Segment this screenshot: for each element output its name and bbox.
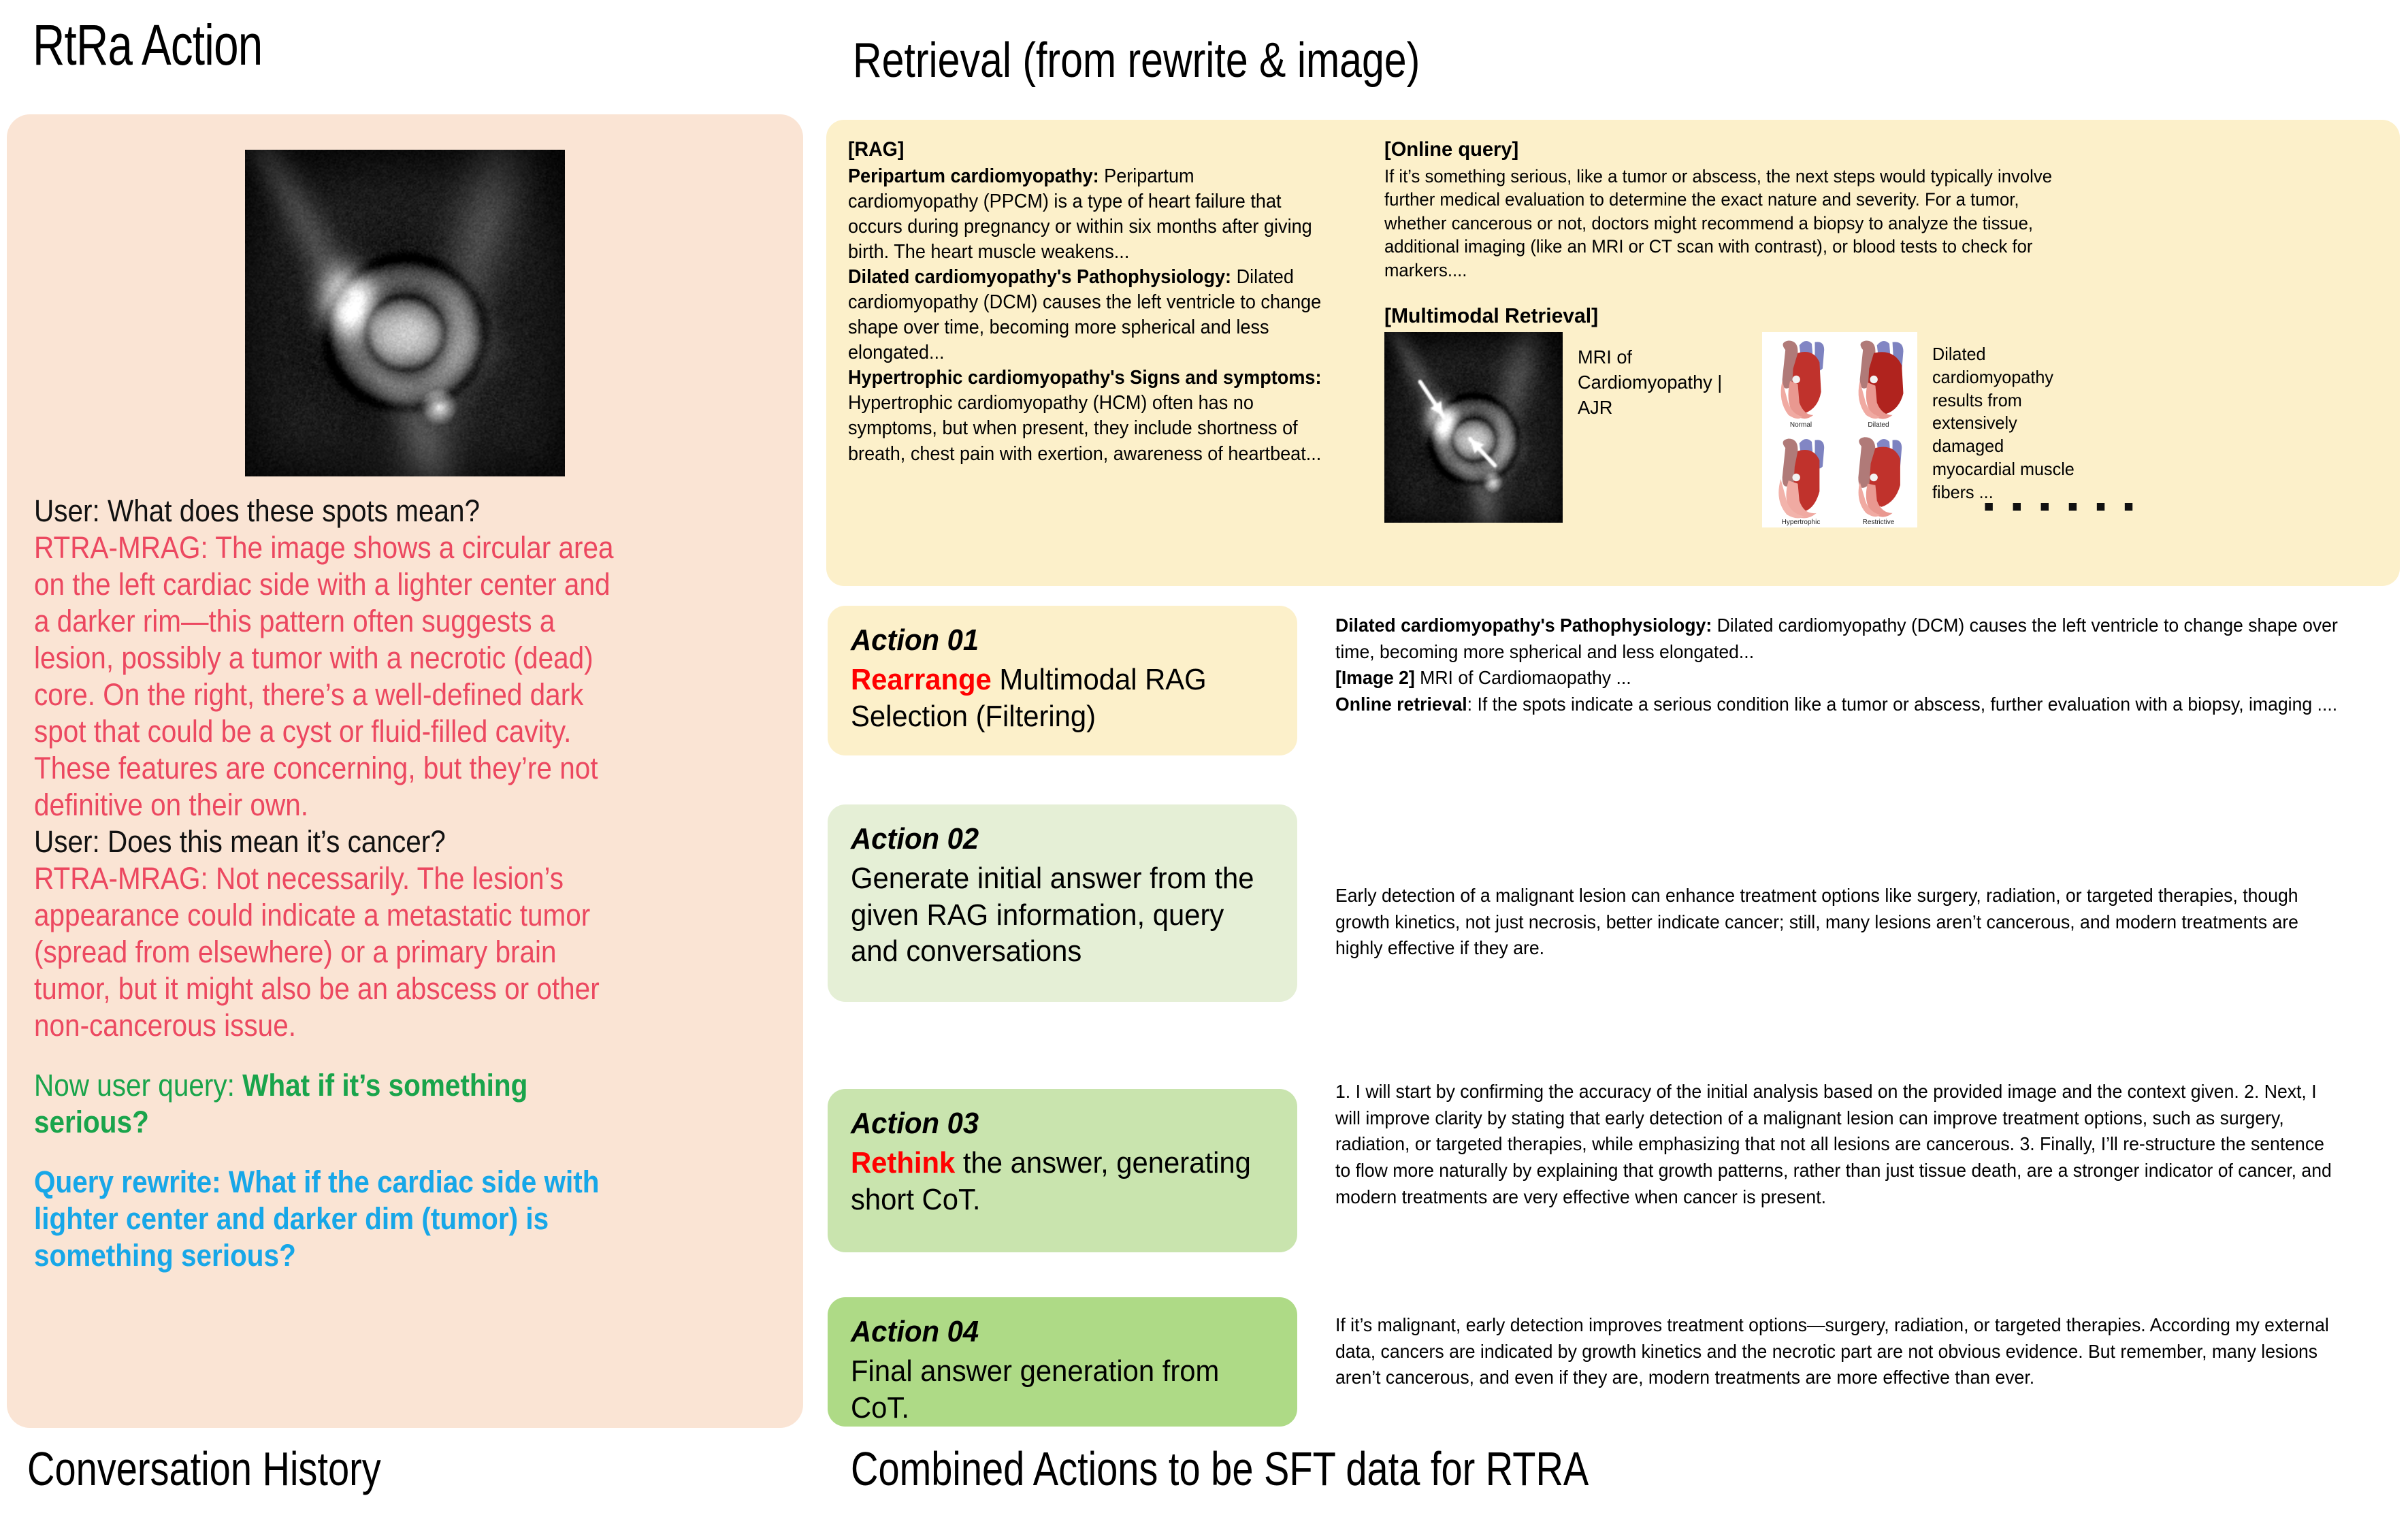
action-highlight: Rethink [851, 1146, 956, 1179]
conversation-history-panel [7, 114, 803, 1428]
rag-entry-text: Hypertrophic cardiomyopathy (HCM) often has no symptoms, but when present, they include shortness of breath, chest pain with exertion, awareness of heartbeat... [848, 392, 1322, 465]
action-description: Final answer generation from CoT. [851, 1354, 1220, 1425]
rag-entry [848, 365, 1327, 466]
heart-label: Dilated [1868, 421, 1889, 429]
action-body-03 [1335, 1079, 2344, 1210]
action-body-line: If it’s malignant, early detection improves treatment options—surgery, radiation, or targeted therapies. According my external data, cancers are indicated by growth kinetics and the necrotic part are not obvious evidence. But remember, many lesions aren’t cancerous, and even if they are, modern treatments are more effective than ever. [1335, 1314, 2329, 1388]
rag-column [848, 136, 1327, 467]
action-body-text: Dilated cardiomyopathy (DCM) causes the left ventricle to change shape over time, becoming more spherical and less elongated... [1335, 615, 2338, 662]
heart-cell-dilated [1840, 332, 1917, 430]
online-query-column [1384, 136, 2078, 282]
action-body-line: 1. I will start by confirming the accuracy of the initial analysis based on the provided image and the context given. 2. Next, I will improve clarity by stating that early detection of a malignant lesion can improve treatment options, such as surgery, radiation, or targeted therapies, while emphasizing that not all lesions are cancerous. 3. Finally, I’ll re-structure the sentence to flow more naturally by explaining that growth patterns, rather than just tissue death, are a stronger indicator of cancer, and modern treatments are very effective when cancer is present. [1335, 1081, 2332, 1207]
heart-label: Restrictive [1862, 519, 1895, 526]
action-description-rest: Multimodal RAG Selection (Filtering) [851, 663, 1207, 733]
online-query-text: If it’s something serious, like a tumor or abscess, the next steps would typically involve further medical evaluation to determine the exact nature and severity. For a tumor, whether cancerous or not, doctors might recommend a biopsy to analyze the tissue, additional imaging (like an MRI or CT scan with contrast), or blood tests to check for markers.... [1384, 166, 2053, 280]
action-body-text: MRI of Cardiomaopathy ... [1414, 667, 1631, 689]
spacer [34, 1141, 702, 1164]
action-body-04 [1335, 1312, 2344, 1391]
page-title-retrieval: Retrieval (from rewrite & image) [853, 33, 1420, 88]
cardiac-mri-image [245, 150, 565, 476]
retrieval-panel [826, 120, 2400, 586]
action-card-02[interactable] [828, 804, 1297, 1002]
now-query-label: Now user query: [34, 1068, 243, 1103]
conv-line: lesion, possibly a tumor with a necrotic (dead) [34, 640, 593, 675]
conv-line: definitive on their own. [34, 787, 308, 822]
action-body-line: Early detection of a malignant lesion can enhance treatment options like surgery, radiation, or targeted therapies, though growth kinetics, not just necrosis, better indicate cancer; still, many lesions aren’t cancerous, and modern treatments are highly effective if they are. [1335, 885, 2298, 959]
multimodal-mri-image [1384, 332, 1563, 523]
rag-entry-title: Hypertrophic cardiomyopathy's Signs and symptoms: [848, 367, 1322, 389]
action-number: Action 04 [851, 1315, 979, 1348]
conv-line: User: What does these spots mean? [34, 493, 481, 528]
conv-line: User: Does this mean it’s cancer? [34, 824, 446, 859]
conv-line: a darker rim—this pattern often suggests a [34, 604, 555, 638]
caption-combined-actions: Combined Actions to be SFT data for RTRA [851, 1442, 1589, 1495]
rag-header: [RAG] [848, 138, 905, 161]
conv-line: RTRA-MRAG: The image shows a circular area [34, 530, 614, 565]
action-number: Action 02 [851, 822, 979, 856]
conv-line: core. On the right, there’s a well-defined dark [34, 677, 584, 712]
action-highlight: Rearrange [851, 663, 992, 696]
action-description-rest: the answer, generating short CoT. [851, 1146, 1251, 1216]
rag-entry-text: Dilated cardiomyopathy (DCM) causes the left ventricle to change shape over time, becoming more spherical and less elongated... [848, 266, 1322, 364]
query-rewrite-line: something serious? [34, 1238, 296, 1273]
multimodal-retrieval-header: [Multimodal Retrieval] [1384, 304, 1599, 327]
action-card-01[interactable] [828, 606, 1297, 755]
conv-line: spot that could be a cyst or fluid-filled cavity. [34, 714, 572, 749]
now-query-text: What if it’s something [242, 1068, 528, 1103]
heart-restrictive-icon [1840, 430, 1917, 528]
heart-hypertrophic-icon [1762, 430, 1840, 528]
rag-entry [848, 265, 1327, 365]
rag-entry-title: Peripartum cardiomyopathy: [848, 165, 1099, 187]
heart-cell-hypertrophic [1762, 430, 1840, 528]
page-title-rtra-action: RtRa Action [33, 13, 263, 77]
action-body-line [1335, 665, 2344, 691]
action-body-02 [1335, 883, 2344, 962]
heart-label: Normal [1789, 421, 1812, 429]
rag-entry-text: Peripartum cardiomyopathy (PPCM) is a type of heart failure that occurs during pregnancy or within six months after giving birth. The heart muscle weakens... [848, 165, 1312, 263]
heart-types-diagram [1762, 332, 1917, 527]
query-rewrite-line: Query rewrite: What if the cardiac side with [34, 1165, 600, 1199]
heart-cell-restrictive [1840, 430, 1917, 528]
ellipsis-indicator: ▪ ▪ ▪ ▪ ▪ ▪ [1983, 488, 2138, 523]
mri-canvas-multimodal [1384, 332, 1563, 523]
action-body-bold: Online retrieval [1335, 693, 1467, 715]
action-body-bold: [Image 2] [1335, 667, 1415, 689]
action-description: Generate initial answer from the given RAG information, query and conversations [851, 862, 1254, 969]
action-body-line [1335, 613, 2344, 665]
caption-conversation-history: Conversation History [27, 1442, 381, 1495]
multimodal-mri-caption: MRI of Cardiomyopathy | AJR [1578, 346, 1723, 419]
online-query-header: [Online query] [1384, 138, 1519, 161]
conv-line: on the left cardiac side with a lighter center and [34, 567, 611, 602]
action-description [851, 662, 1256, 734]
conv-line: (spread from elsewhere) or a primary brain [34, 934, 557, 969]
action-card-03[interactable] [828, 1089, 1297, 1252]
action-body-01 [1335, 613, 2344, 718]
now-user-query-line [34, 1067, 702, 1104]
query-rewrite-line: lighter center and darker dim (tumor) is [34, 1201, 549, 1236]
action-card-04[interactable] [828, 1297, 1297, 1427]
conversation-transcript [34, 493, 702, 1274]
spacer [34, 1044, 702, 1067]
action-number: Action 01 [851, 623, 979, 657]
now-query-text-2: serious? [34, 1105, 149, 1139]
conv-line: non-cancerous issue. [34, 1008, 296, 1043]
action-number: Action 03 [851, 1107, 979, 1140]
action-body-text: : If the spots indicate a serious condition like a tumor or abscess, further evaluation with a biopsy, imaging .... [1467, 693, 2338, 715]
heart-dilated-icon [1840, 332, 1917, 430]
action-body-line [1335, 691, 2344, 718]
conv-line: tumor, but it might also be an abscess or other [34, 971, 600, 1006]
conv-line: RTRA-MRAG: Not necessarily. The lesion’s [34, 861, 564, 896]
conv-line: These features are concerning, but they’re not [34, 751, 598, 785]
now-user-query-line [34, 1104, 702, 1141]
action-description [851, 1145, 1256, 1218]
rag-entry-title: Dilated cardiomyopathy's Pathophysiology: [848, 266, 1232, 289]
heart-normal-icon [1762, 332, 1840, 430]
heart-label: Hypertrophic [1781, 519, 1821, 526]
conv-line: appearance could indicate a metastatic tumor [34, 898, 591, 932]
mri-canvas [245, 150, 565, 476]
action-body-bold: Dilated cardiomyopathy's Pathophysiology: [1335, 615, 1712, 636]
multimodal-hearts-caption: Dilated cardiomyopathy results from extensively damaged myocardial muscle fibers ... [1932, 344, 2075, 502]
rag-entry [848, 164, 1327, 265]
heart-cell-normal [1762, 332, 1840, 430]
